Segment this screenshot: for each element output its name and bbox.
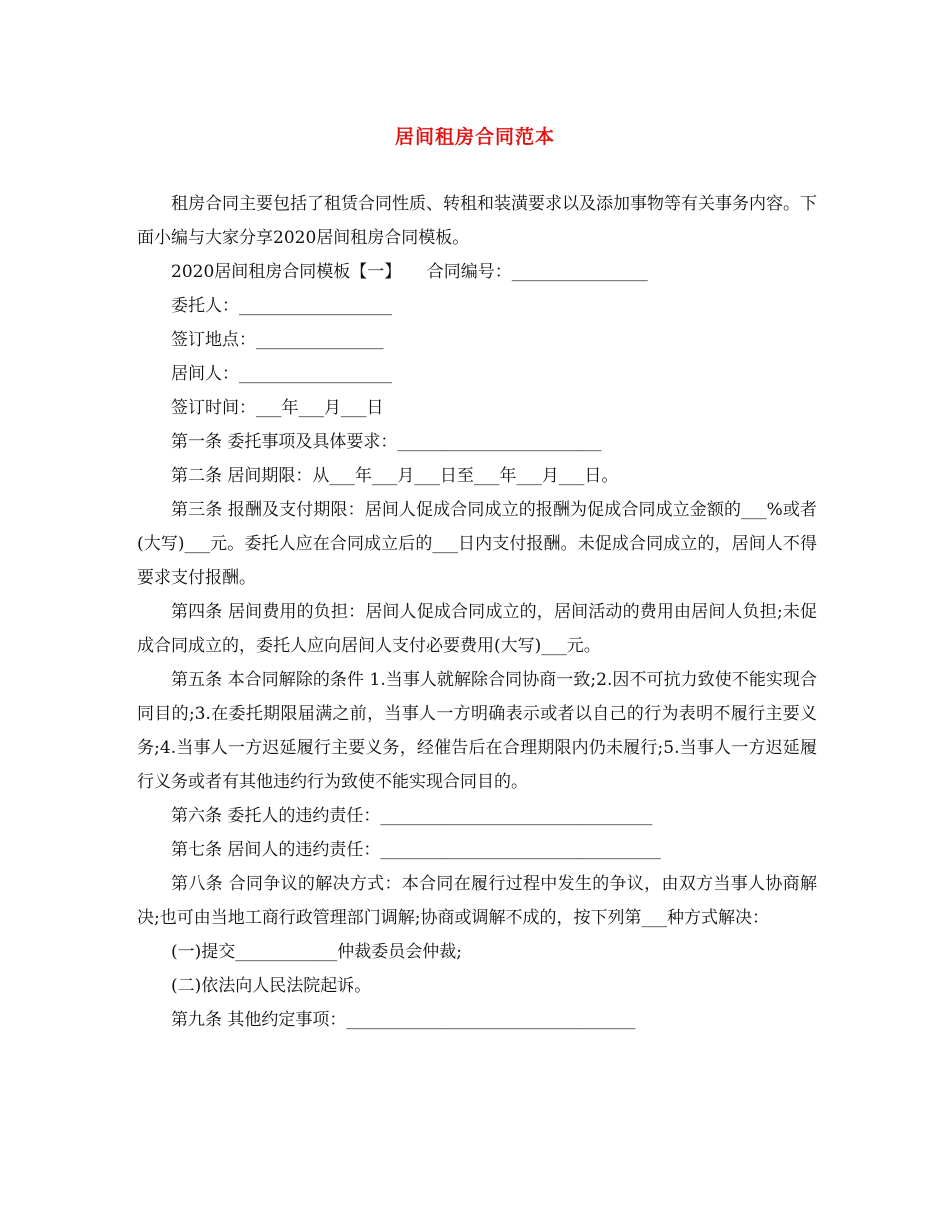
intermediary-field-line: 居间人：__________________ <box>171 364 392 384</box>
template-heading-line: 2020居间租房合同模板【一】 合同编号：________________ <box>171 262 648 282</box>
article-2: 第二条 居间期限：从___年___月___日至___年___月___日。 <box>171 466 619 486</box>
article-3: 第三条 报酬及支付期限：居间人促成合同成立的报酬为促成合同成立金额的___%或者(大写)___元。委托人应在合同成立后的___日内支付报酬。未促成合同成立的，居间人不得要求支付报酬。 <box>137 500 817 588</box>
article-1: 第一条 委托事项及具体要求：________________________ <box>171 432 602 452</box>
signing-place-line: 签订地点：_______________ <box>171 330 384 350</box>
document-body <box>137 187 817 1037</box>
article-5: 第五条 本合同解除的条件 1.当事人就解除合同协商一致;2.因不可抗力致使不能实现合同目的;3.在委托期限届满之前，当事人一方明确表示或者以自己的行为表明不履行主要义务;4.当事人一方迟延履行主要义务，经催告后在合理期限内仍未履行;5.当事人一方迟延履行义务或者有其他违约行为致使不能实现合同目的。 <box>137 670 817 792</box>
dispute-option-1: (一)提交____________仲裁委员会仲裁; <box>171 942 462 962</box>
dispute-option-2: (二)依法向人民法院起诉。 <box>171 976 372 996</box>
intro-paragraph: 租房合同主要包括了租赁合同性质、转租和装潢要求以及添加事物等有关事务内容。下面小编与大家分享2020居间租房合同模板。 <box>137 194 817 248</box>
article-8: 第八条 合同争议的解决方式：本合同在履行过程中发生的争议，由双方当事人协商解决;也可由当地工商行政管理部门调解;协商或调解不成的，按下列第___种方式解决： <box>137 874 817 928</box>
signing-date-line: 签订时间：___年___月___日 <box>171 398 384 418</box>
article-9: 第九条 其他约定事项：__________________________________ <box>171 1010 636 1030</box>
article-7: 第七条 居间人的违约责任：_________________________________ <box>171 840 661 860</box>
document-title: 居间租房合同范本 <box>394 126 555 148</box>
article-4: 第四条 居间费用的负担：居间人促成合同成立的，居间活动的费用由居间人负担;未促成合同成立的，委托人应向居间人支付必要费用(大写)___元。 <box>137 602 817 656</box>
article-6: 第六条 委托人的违约责任：________________________________ <box>171 806 653 826</box>
client-field-line: 委托人：__________________ <box>171 296 392 316</box>
